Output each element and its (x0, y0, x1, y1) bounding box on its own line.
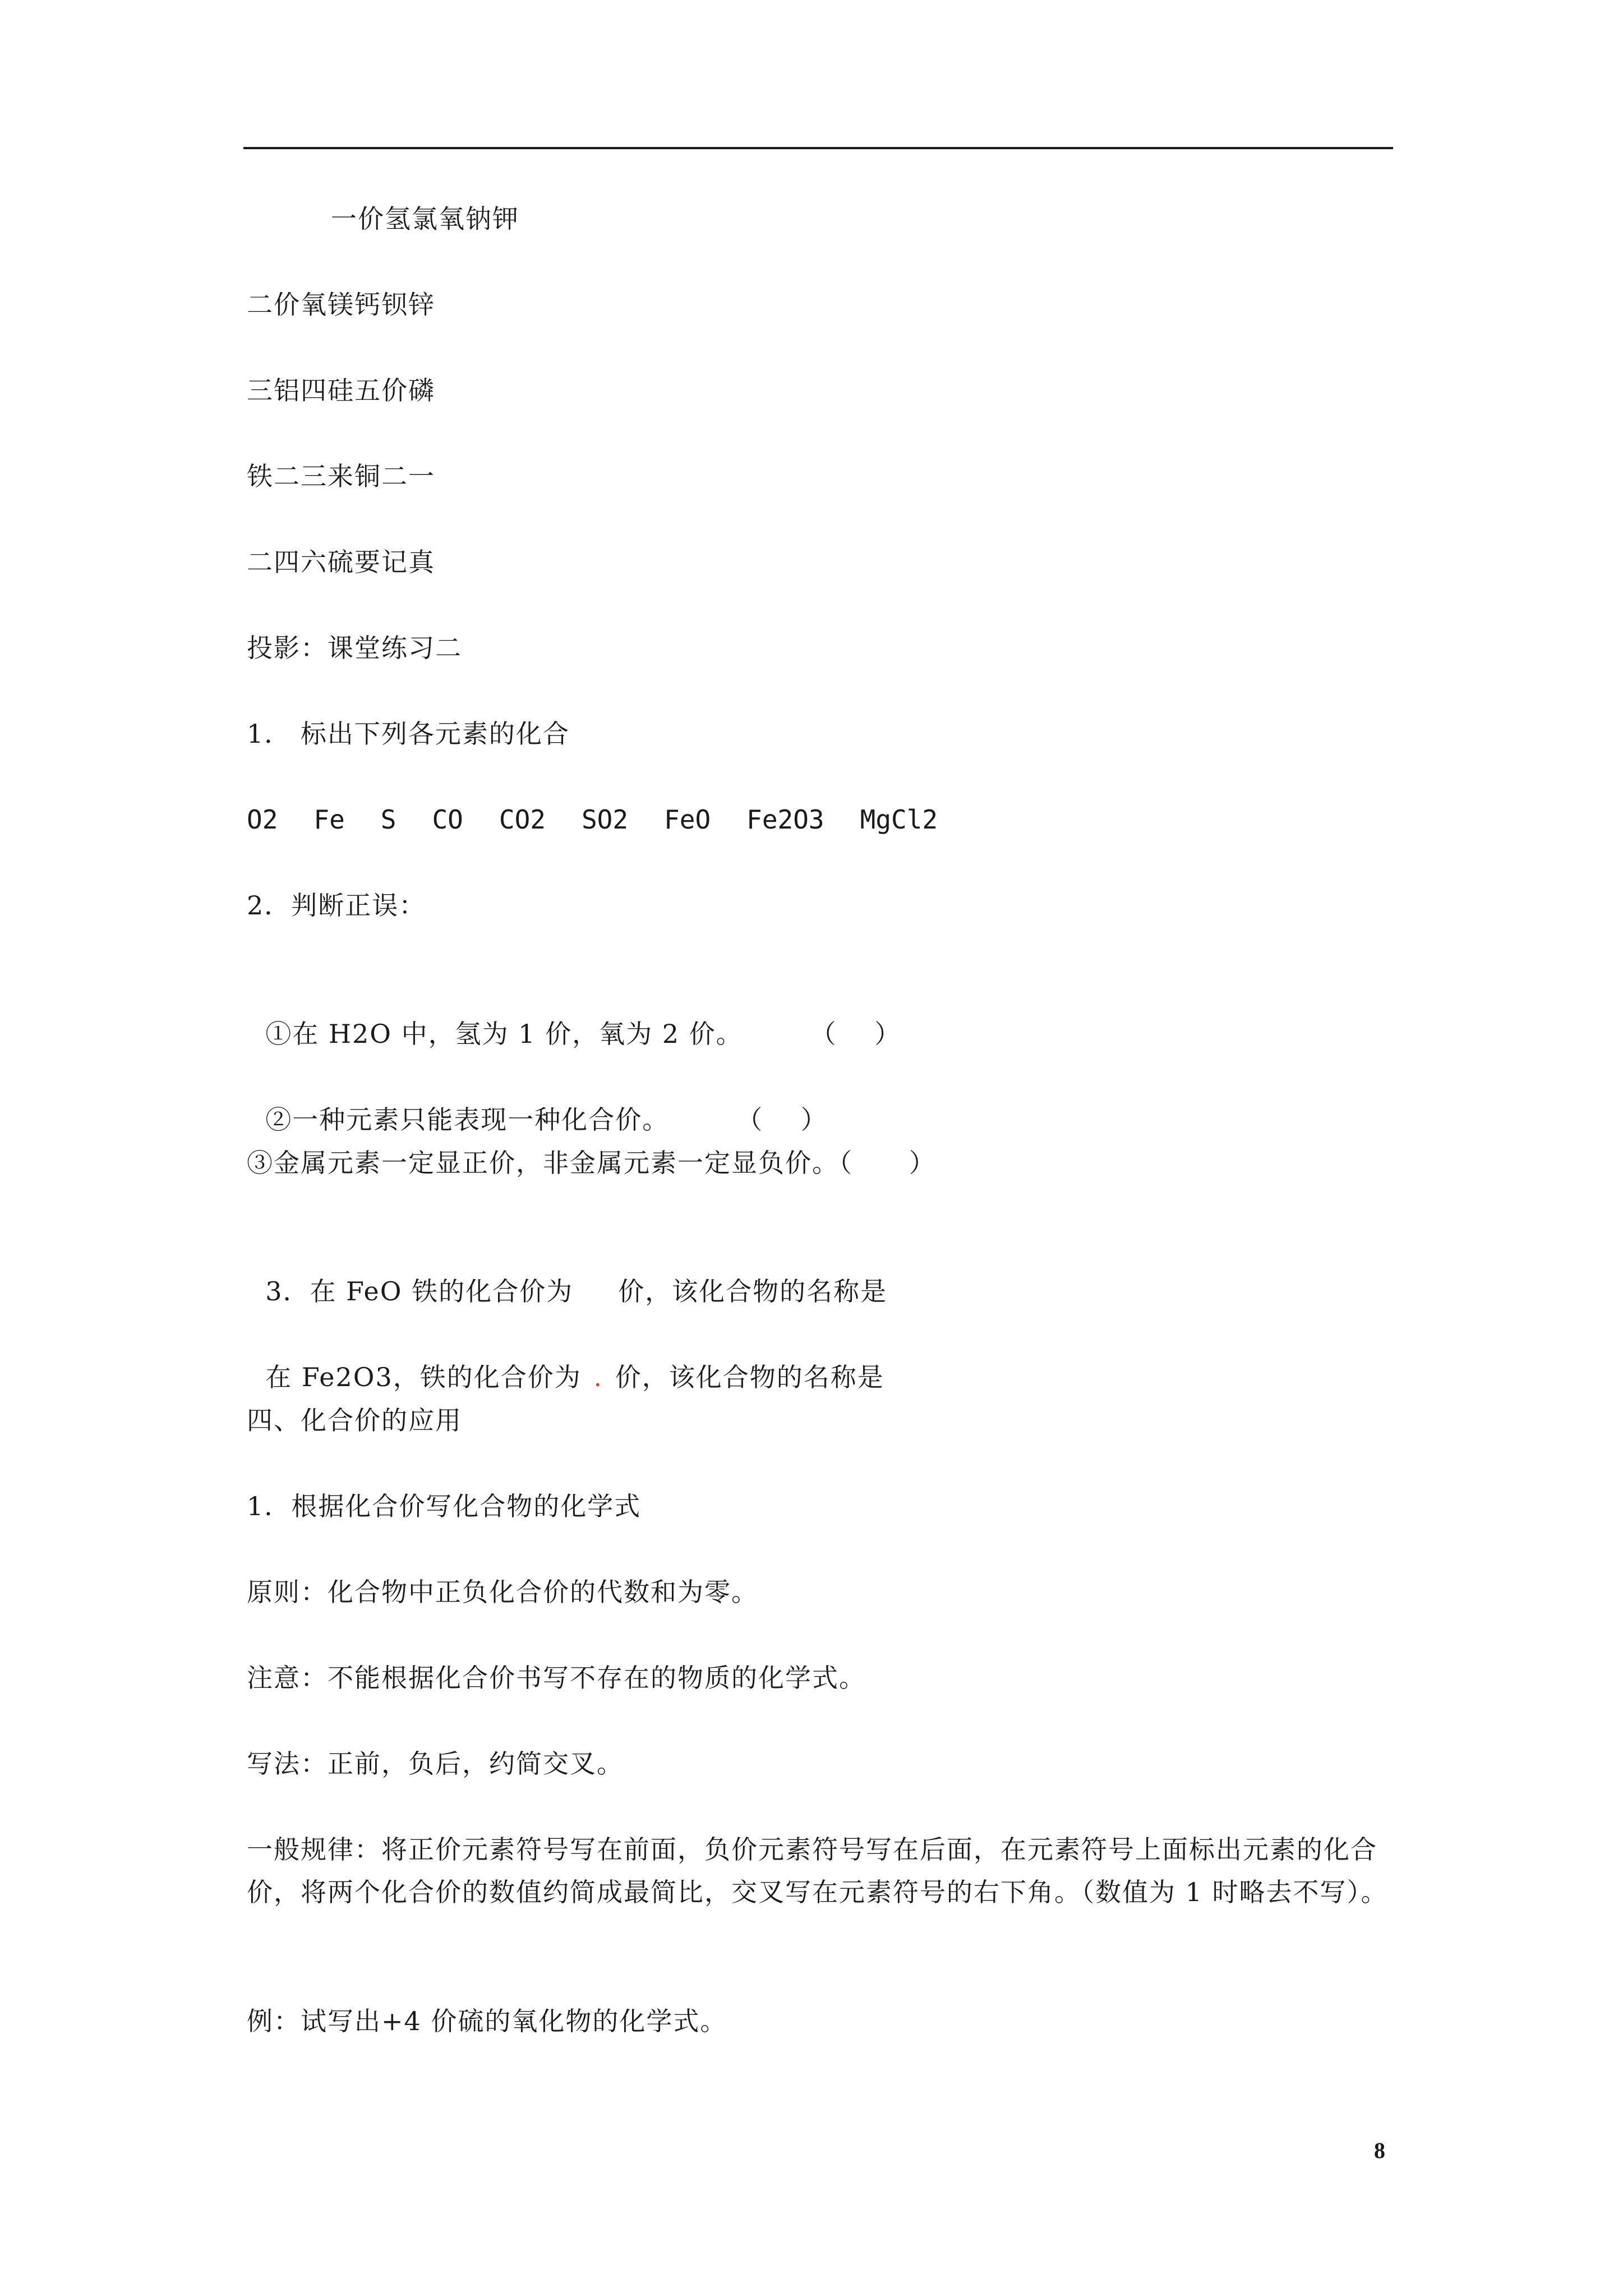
projection-heading: 投影：课堂练习二 (247, 633, 462, 663)
exercise-3-line-1 (247, 1227, 887, 1313)
exercise-3-line-2-start: 在 Fe2O3，铁的化合价为 (265, 1362, 582, 1392)
judgement-item-2-text: ②一种元素只能表现一种化合价。 (265, 1105, 670, 1135)
example-line: 例：试写出+4 价硫的氧化物的化学式。 (247, 2006, 727, 2036)
judgement-item-3: ③金属元素一定显正价，非金属元素一定显负价。（ ） (247, 1148, 936, 1178)
judgement-item-1-text: ①在 H2O 中，氢为 1 价，氧为 2 价。 (265, 1019, 743, 1049)
mnemonic-line-3: 三铝四硅五价磷 (247, 375, 435, 406)
formula-item: Fe (313, 804, 345, 835)
formula-item: MgCl2 (860, 804, 938, 835)
mnemonic-line-1: 一价氢氯氧钠钾 (331, 204, 519, 234)
formula-item: FeO (664, 804, 711, 835)
formula-item: O2 (247, 804, 278, 835)
mnemonic-line-5: 二四六硫要记真 (247, 547, 435, 577)
exercise-3-line-2 (247, 1313, 884, 1398)
formula-item: CO (432, 804, 463, 835)
exercise-2-heading: 2．判断正误： (247, 890, 426, 921)
mnemonic-line-2: 二价氧镁钙钡锌 (247, 289, 435, 320)
exercise-3-line-1-start: 3．在 FeO 铁的化合价为 (265, 1276, 574, 1306)
red-mark: . (593, 1362, 603, 1392)
mnemonic-line-4: 铁二三来铜二一 (247, 461, 435, 491)
formula-item: SO2 (581, 804, 629, 835)
note-line: 注意：不能根据化合价书写不存在的物质的化学式。 (247, 1663, 866, 1693)
judgement-item-2 (247, 1056, 828, 1141)
formula-item: CO2 (499, 804, 546, 835)
principle-line: 原则：化合物中正负化合价的代数和为零。 (247, 1577, 758, 1607)
exercise-3-line-1-end: 价，该化合物的名称是 (618, 1276, 888, 1306)
method-line: 写法：正前，负后，约简交叉。 (247, 1749, 624, 1779)
subsection-heading-1: 1．根据化合价写化合物的化学式 (247, 1491, 642, 1521)
answer-blank: （ ） (736, 1105, 828, 1135)
page-number: 8 (1374, 2138, 1385, 2163)
judgement-item-1 (247, 970, 901, 1055)
header-rule (243, 147, 1393, 149)
general-rule-paragraph: 一般规律：将正价元素符号写在前面，负价元素符号写在后面，在元素符号上面标出元素的化合价，将两个化合价的数值约简成最简比，交叉写在元素符号的右下角。（数值为 1 时略去不写）。 (247, 1834, 1388, 1907)
section-heading-applications: 四、化合价的应用 (247, 1405, 462, 1435)
formula-item: S (380, 804, 396, 835)
exercise-3-line-2-end: 价，该化合物的名称是 (615, 1362, 884, 1392)
answer-blank: （ ） (810, 1019, 902, 1049)
formula-item: Fe2O3 (746, 804, 824, 835)
exercise-1-prompt: 1． 标出下列各元素的化合 (247, 719, 570, 749)
formula-list (247, 798, 974, 841)
